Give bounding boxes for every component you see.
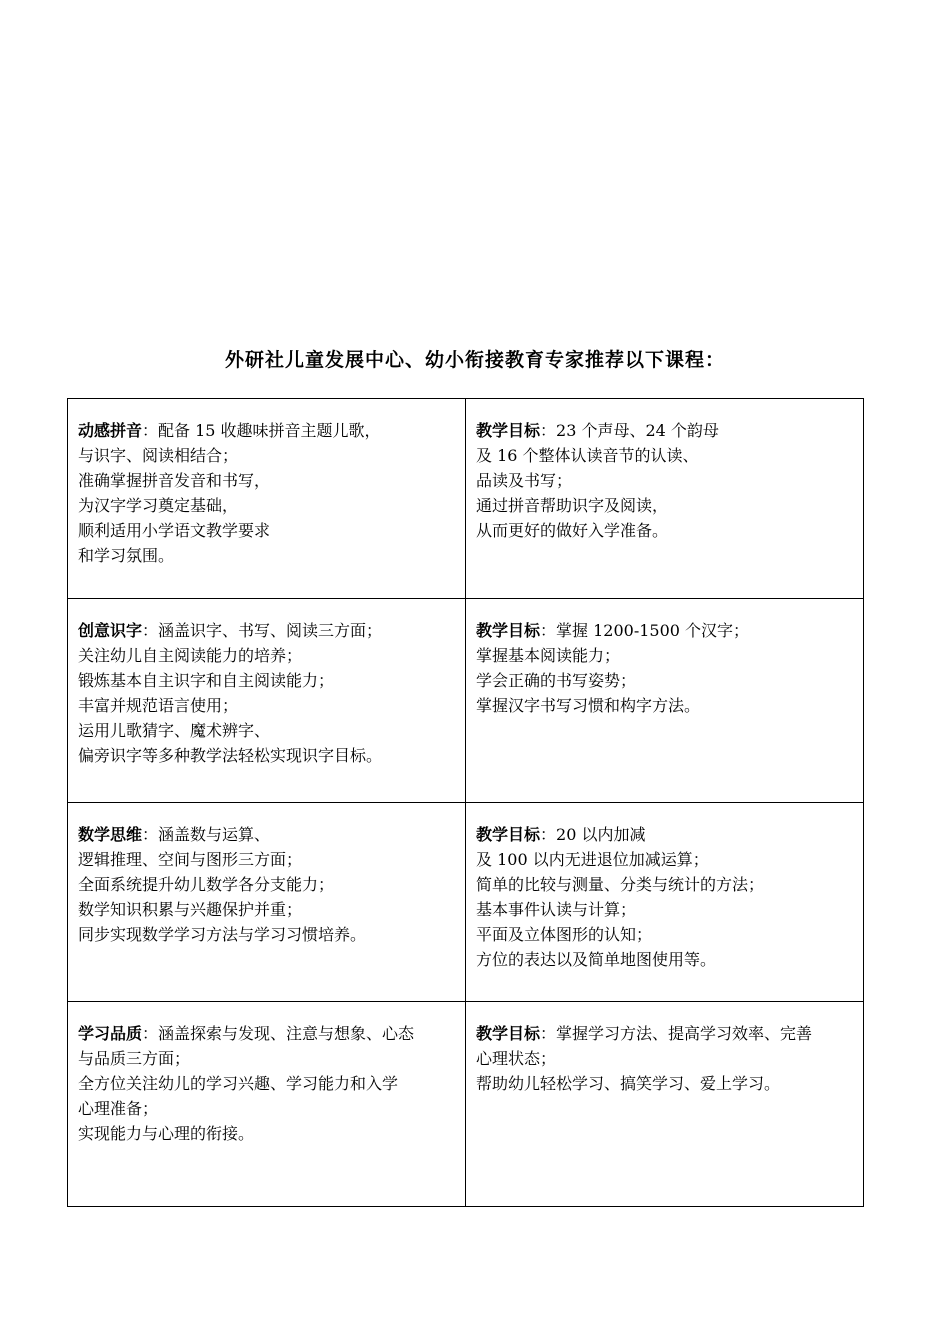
course-text-line: 和学习氛围。 xyxy=(78,546,175,565)
course-cell xyxy=(68,399,466,599)
goal-text-line: 心理状态； xyxy=(476,1049,557,1068)
goal-cell xyxy=(466,1002,864,1207)
course-text-line: ：配备 15 收趣味拼音主题儿歌， xyxy=(142,421,381,440)
course-text-line: 准确掌握拼音发音和书写， xyxy=(78,471,271,490)
goal-text-line: 基本事件认读与计算； xyxy=(476,900,637,919)
goal-cell xyxy=(466,803,864,1002)
table-row xyxy=(68,1002,864,1207)
goal-heading: 教学目标 xyxy=(476,421,541,440)
goal-cell xyxy=(466,599,864,803)
course-text-line: 锻炼基本自主识字和自主阅读能力； xyxy=(78,671,335,690)
course-text-line: 心理准备； xyxy=(78,1099,159,1118)
goal-text-line: 通过拼音帮助识字及阅读， xyxy=(476,496,669,515)
table-row xyxy=(68,599,864,803)
goal-text-line: 从而更好的做好入学准备。 xyxy=(476,521,669,540)
goal-heading: 教学目标 xyxy=(476,825,541,844)
course-text-line: 实现能力与心理的衔接。 xyxy=(78,1124,255,1143)
course-text-line: 数学知识积累与兴趣保护并重； xyxy=(78,900,303,919)
course-heading: 数学思维 xyxy=(78,825,143,844)
goal-text-line: ：掌握学习方法、提高学习效率、完善 xyxy=(540,1024,813,1043)
course-heading: 学习品质 xyxy=(78,1024,143,1043)
course-cell xyxy=(68,803,466,1002)
course-table xyxy=(67,398,864,1207)
goal-text-line: 及 100 以内无进退位加减运算； xyxy=(476,850,709,869)
course-text-line: 与品质三方面； xyxy=(78,1049,191,1068)
goal-text-line: 掌握基本阅读能力； xyxy=(476,646,621,665)
table-row xyxy=(68,803,864,1002)
course-text-line: 为汉字学习奠定基础， xyxy=(78,496,239,515)
goal-text-line: 平面及立体图形的认知； xyxy=(476,925,653,944)
course-text-line: 偏旁识字等多种教学法轻松实现识字目标。 xyxy=(78,746,383,765)
course-text-line: 顺利适用小学语文教学要求 xyxy=(78,521,271,540)
course-cell xyxy=(68,599,466,803)
course-text-line: 同步实现数学学习方法与学习习惯培养。 xyxy=(78,925,367,944)
goal-text-line: 简单的比较与测量、分类与统计的方法； xyxy=(476,875,765,894)
goal-text-line: ：20 以内加减 xyxy=(540,825,646,844)
course-text-line: 与识字、阅读相结合； xyxy=(78,446,239,465)
course-text-line: 关注幼儿自主阅读能力的培养； xyxy=(78,646,303,665)
goal-heading: 教学目标 xyxy=(476,1024,541,1043)
course-cell xyxy=(68,1002,466,1207)
goal-text-line: 学会正确的书写姿势； xyxy=(476,671,637,690)
goal-text-line: 及 16 个整体认读音节的认读、 xyxy=(476,446,699,465)
goal-text-line: ：23 个声母、24 个韵母 xyxy=(540,421,719,440)
course-text-line: 逻辑推理、空间与图形三方面； xyxy=(78,850,303,869)
course-text-line: 全面系统提升幼儿数学各分支能力； xyxy=(78,875,335,894)
course-text-line: ：涵盖识字、书写、阅读三方面； xyxy=(142,621,383,640)
goal-text-line: 帮助幼儿轻松学习、搞笑学习、爱上学习。 xyxy=(476,1074,781,1093)
goal-heading: 教学目标 xyxy=(476,621,541,640)
course-text-line: ：涵盖探索与发现、注意与想象、心态 xyxy=(142,1024,415,1043)
page-title: 外研社儿童发展中心、幼小衔接教育专家推荐以下课程： xyxy=(224,349,725,371)
course-text-line: 全方位关注幼儿的学习兴趣、学习能力和入学 xyxy=(78,1074,399,1093)
course-text-line: 运用儿歌猜字、魔术辨字、 xyxy=(78,721,271,740)
goal-text-line: 方位的表达以及简单地图使用等。 xyxy=(476,950,717,969)
course-text-line: 丰富并规范语言使用； xyxy=(78,696,239,715)
course-text-line: ：涵盖数与运算、 xyxy=(142,825,271,844)
goal-text-line: 品读及书写； xyxy=(476,471,573,490)
table-row xyxy=(68,399,864,599)
goal-text-line: 掌握汉字书写习惯和构字方法。 xyxy=(476,696,701,715)
course-heading: 创意识字 xyxy=(78,621,143,640)
goal-text-line: ：掌握 1200-1500 个汉字； xyxy=(540,621,750,640)
goal-cell xyxy=(466,399,864,599)
course-heading: 动感拼音 xyxy=(78,421,143,440)
